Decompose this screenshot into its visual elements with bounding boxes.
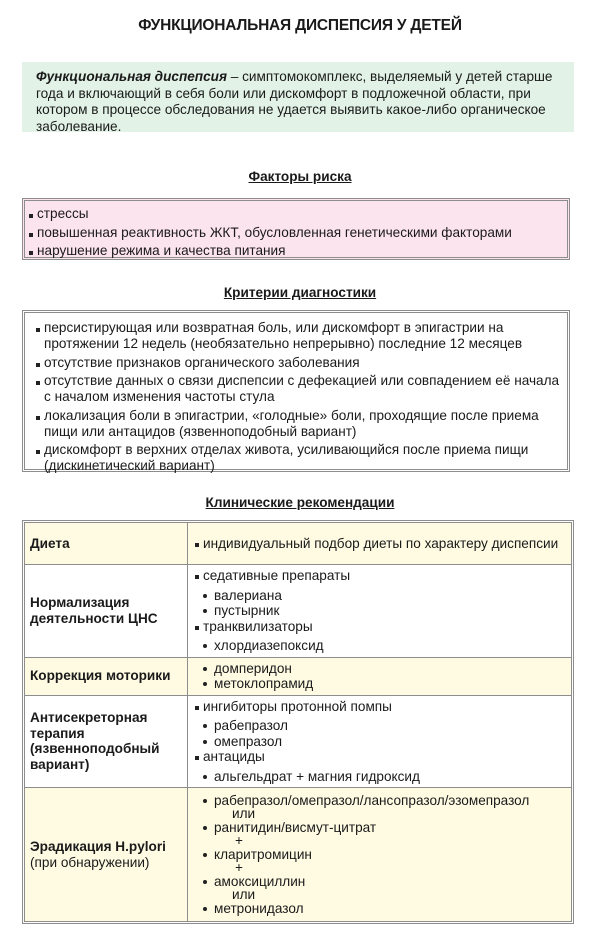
square-bullet-icon — [36, 416, 40, 420]
row-label: Диета — [25, 523, 188, 565]
row-label: Нормализация деятельности ЦНС — [25, 565, 188, 658]
sub-item: омепразол — [194, 734, 567, 750]
page-title: ФУНКЦИОНАЛЬНАЯ ДИСПЕПСИЯ У ДЕТЕЙ — [138, 17, 462, 34]
round-bullet-icon — [203, 740, 207, 744]
row-label: Коррекция моторики — [25, 658, 188, 696]
row-label: Антисекреторная терапия (язвенноподобный вариант) — [25, 696, 188, 789]
connector-plus: + — [235, 860, 243, 875]
row-content — [188, 565, 571, 658]
list-item: индивидуальный подбор диеты по характеру диспепсии — [194, 536, 567, 552]
round-bullet-icon — [203, 826, 207, 830]
sub-item: хлордиазепоксид — [194, 638, 567, 654]
recommendations-table — [22, 520, 574, 924]
round-bullet-icon — [203, 853, 207, 857]
sub-item: кларитромицин — [194, 847, 567, 862]
definition-term: Функциональная диспепсия — [36, 69, 227, 84]
round-bullet-icon — [203, 594, 207, 598]
definition-box — [22, 62, 574, 132]
list-item: дискомфорт в верхних отделах живота, усиливающийся после приема пищи (дискинетический вариант) — [35, 442, 561, 474]
risk-factors-box — [22, 198, 570, 260]
list-item: отсутствие признаков органического заболевания — [35, 355, 561, 371]
square-bullet-icon — [195, 543, 199, 547]
square-bullet-icon — [36, 328, 40, 332]
square-bullet-icon — [36, 363, 40, 367]
row-sublabel: (при обнаружении) — [30, 854, 150, 870]
list-item: стрессы — [28, 205, 567, 224]
table-row-motility — [25, 658, 571, 696]
sub-item: метронидазол — [194, 901, 567, 916]
sub-item: альгельдрат + магния гидроксид — [194, 769, 567, 785]
sub-item: ранитидин/висмут-цитрат — [194, 820, 567, 835]
square-bullet-icon — [29, 214, 33, 218]
square-bullet-icon — [36, 450, 40, 454]
square-bullet-icon — [195, 575, 199, 579]
list-item: ингибиторы протонной помпы — [194, 699, 567, 715]
criteria-box — [22, 310, 570, 472]
round-bullet-icon — [203, 775, 207, 779]
recommendations-heading: Клинические рекомендации — [205, 495, 395, 510]
round-bullet-icon — [203, 907, 207, 911]
sub-item: пустырник — [194, 603, 567, 619]
round-bullet-icon — [203, 880, 207, 884]
row-label — [25, 788, 188, 921]
row-content — [188, 696, 571, 789]
list-item: персистирующая или возвратная боль, или дискомфорт в эпигастрии на протяжении 12 недель (необязательно непрерывно) последние 12 месяцев — [35, 320, 561, 352]
list-item: локализация боли в эпигастрии, «голодные» боли, проходящие после приема пищи или антацидов (язвенноподобный вариант) — [35, 408, 561, 440]
table-row-eradication — [25, 788, 571, 921]
row-content — [188, 658, 571, 696]
table-row-antisecretory — [25, 696, 571, 789]
sub-item: метоклопрамид — [194, 676, 567, 692]
sub-item: рабепразол/омепразол/лансопразол/эзомепразол — [194, 793, 567, 808]
connector-or: или — [232, 887, 256, 902]
round-bullet-icon — [203, 799, 207, 803]
square-bullet-icon — [29, 233, 33, 237]
square-bullet-icon — [195, 756, 199, 760]
list-item: нарушение режима и качества питания — [28, 242, 567, 261]
round-bullet-icon — [203, 644, 207, 648]
square-bullet-icon — [195, 626, 199, 630]
row-content — [188, 788, 571, 921]
connector-or: или — [232, 806, 256, 821]
row-content — [188, 523, 571, 565]
connector-plus: + — [235, 833, 243, 848]
sub-item: амоксициллин — [194, 874, 567, 889]
square-bullet-icon — [36, 381, 40, 385]
list-item: антациды — [194, 749, 567, 765]
sub-item: валериана — [194, 588, 567, 604]
risk-factors-heading: Факторы риска — [248, 169, 352, 184]
square-bullet-icon — [29, 251, 33, 255]
round-bullet-icon — [203, 724, 207, 728]
list-item: отсутствие данных о связи диспепсии с дефекацией или совпадением её начала с началом изменения частоты стула — [35, 373, 561, 405]
list-item: седативные препараты — [194, 568, 567, 584]
list-item: транквилизаторы — [194, 619, 567, 635]
round-bullet-icon — [203, 609, 207, 613]
criteria-heading: Критерии диагностики — [223, 285, 377, 300]
definition-text: – симптомокомплекс, выделяемый у детей старше года и включающий в себя боли или дискомфорт в подложечной области, при котором в процессе обследования не удается выявить какое-либо органическое заболевание. — [36, 69, 553, 134]
sub-item: домперидон — [194, 661, 567, 677]
list-item: повышенная реактивность ЖКТ, обусловленная генетическими факторами — [28, 224, 567, 243]
round-bullet-icon — [203, 682, 207, 686]
table-row-cns — [25, 565, 571, 658]
table-row-diet — [25, 523, 571, 565]
round-bullet-icon — [203, 667, 207, 671]
sub-item: рабепразол — [194, 718, 567, 734]
square-bullet-icon — [195, 706, 199, 710]
row-label-text: Эрадикация H.pylori — [30, 839, 166, 854]
